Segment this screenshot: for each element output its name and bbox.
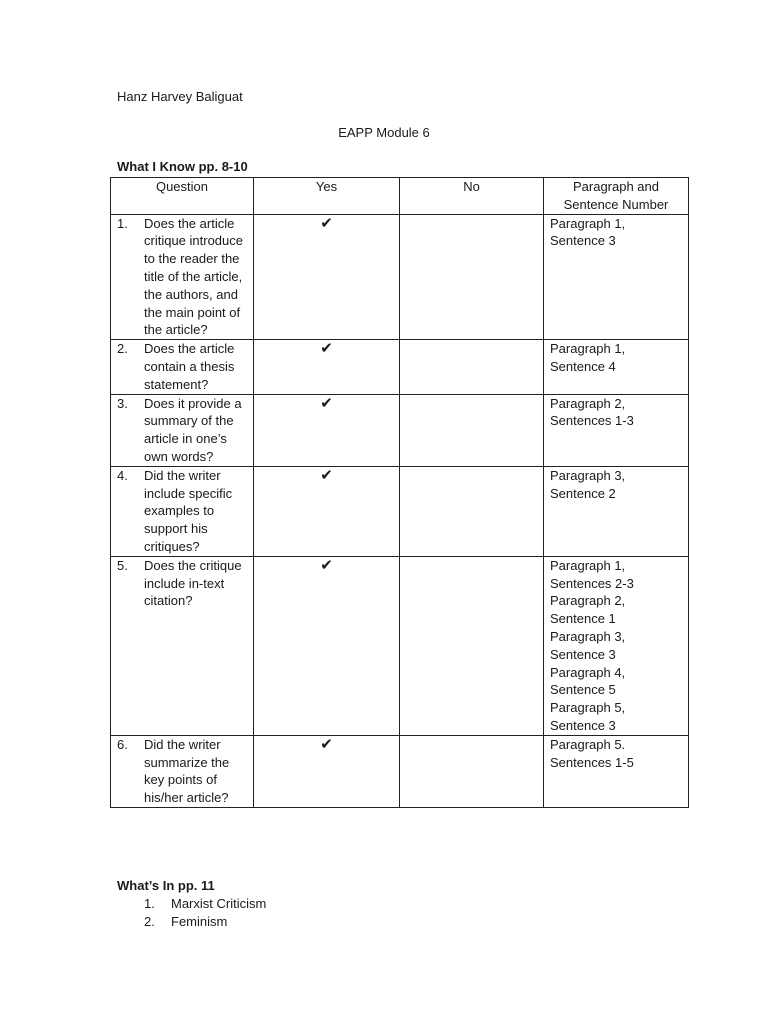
question-number: 5.	[117, 557, 128, 573]
reference-line: Paragraph 1,	[550, 215, 626, 231]
table-row	[111, 735, 689, 807]
answer-list	[117, 895, 266, 931]
no-cell	[400, 340, 544, 394]
section-heading-whats-in: What’s In pp. 11	[117, 878, 215, 893]
list-item	[117, 913, 266, 931]
reference-line: Sentence 1	[550, 611, 616, 627]
yes-checkmark-cell: ✔	[254, 340, 400, 394]
reference-line: Paragraph 2,	[550, 395, 626, 411]
question-number: 4.	[117, 467, 128, 483]
reference-cell	[544, 735, 689, 807]
question-text: Did the writer summarize the key points of his/her article?	[144, 736, 230, 806]
author-name: Hanz Harvey Baliguat	[117, 89, 243, 104]
header-paragraph-sentence: Paragraph and Sentence Number	[544, 178, 689, 215]
question-cell	[111, 735, 254, 807]
reference-line: Sentence 2	[550, 485, 616, 501]
reference-cell	[544, 466, 689, 556]
reference-line: Sentence 3	[550, 717, 616, 733]
no-cell	[400, 466, 544, 556]
list-item-number: 2.	[144, 914, 155, 929]
question-cell	[111, 556, 254, 735]
header-yes: Yes	[254, 178, 400, 215]
header-question: Question	[111, 178, 254, 215]
yes-checkmark-cell: ✔	[254, 735, 400, 807]
no-cell	[400, 556, 544, 735]
yes-checkmark-cell: ✔	[254, 214, 400, 340]
header-no: No	[400, 178, 544, 215]
no-cell	[400, 214, 544, 340]
question-text: Does the article contain a thesis statement?	[144, 341, 235, 392]
list-item-text: Marxist Criticism	[171, 896, 267, 911]
question-number: 3.	[117, 395, 128, 411]
table-row	[111, 394, 689, 466]
question-text: Does the critique include in-text citation?	[144, 557, 242, 609]
table-row	[111, 466, 689, 556]
yes-checkmark-cell: ✔	[254, 466, 400, 556]
yes-checkmark-cell: ✔	[254, 394, 400, 466]
list-item	[117, 895, 266, 913]
reference-line: Paragraph 2,	[550, 593, 626, 609]
table-row	[111, 556, 689, 735]
document-title: EAPP Module 6	[338, 125, 430, 140]
table-row	[111, 214, 689, 340]
reference-line: Paragraph 5,	[550, 700, 626, 716]
table-row	[111, 340, 689, 394]
list-item-number: 1.	[144, 896, 155, 911]
reference-line: Sentence 5	[550, 682, 616, 698]
question-cell	[111, 466, 254, 556]
question-text: Does it provide a summary of the article in one’s own words?	[144, 395, 242, 464]
question-number: 2.	[117, 341, 128, 357]
reference-line: Sentences 1-3	[550, 413, 634, 429]
reference-line: Paragraph 3,	[550, 467, 626, 483]
question-cell	[111, 340, 254, 394]
reference-line: Sentence 3	[550, 233, 616, 249]
question-number: 6.	[117, 736, 128, 752]
section-heading-what-i-know: What I Know pp. 8-10	[117, 159, 248, 174]
reference-line: Sentence 4	[550, 358, 616, 374]
table-header-row	[111, 178, 689, 215]
question-text: Does the article critique introduce to the reader the title of the article, the authors, and the main point of the article?	[144, 215, 243, 338]
no-cell	[400, 394, 544, 466]
list-item-text: Feminism	[171, 914, 228, 929]
no-cell	[400, 735, 544, 807]
reference-line: Paragraph 5.	[550, 736, 626, 752]
reference-cell	[544, 394, 689, 466]
reference-line: Sentence 3	[550, 646, 616, 662]
yes-checkmark-cell: ✔	[254, 556, 400, 735]
reference-line: Sentences 1-5	[550, 754, 634, 770]
question-text: Did the writer include specific examples to support his critiques?	[144, 467, 233, 554]
reference-line: Paragraph 1,	[550, 341, 626, 357]
question-cell	[111, 394, 254, 466]
reference-line: Sentences 2-3	[550, 575, 634, 591]
reference-cell	[544, 340, 689, 394]
reference-cell	[544, 214, 689, 340]
question-cell	[111, 214, 254, 340]
question-number: 1.	[117, 215, 128, 231]
reference-line: Paragraph 1,	[550, 557, 626, 573]
reference-line: Paragraph 4,	[550, 664, 626, 680]
questions-table	[110, 177, 689, 808]
reference-cell	[544, 556, 689, 735]
reference-line: Paragraph 3,	[550, 628, 626, 644]
